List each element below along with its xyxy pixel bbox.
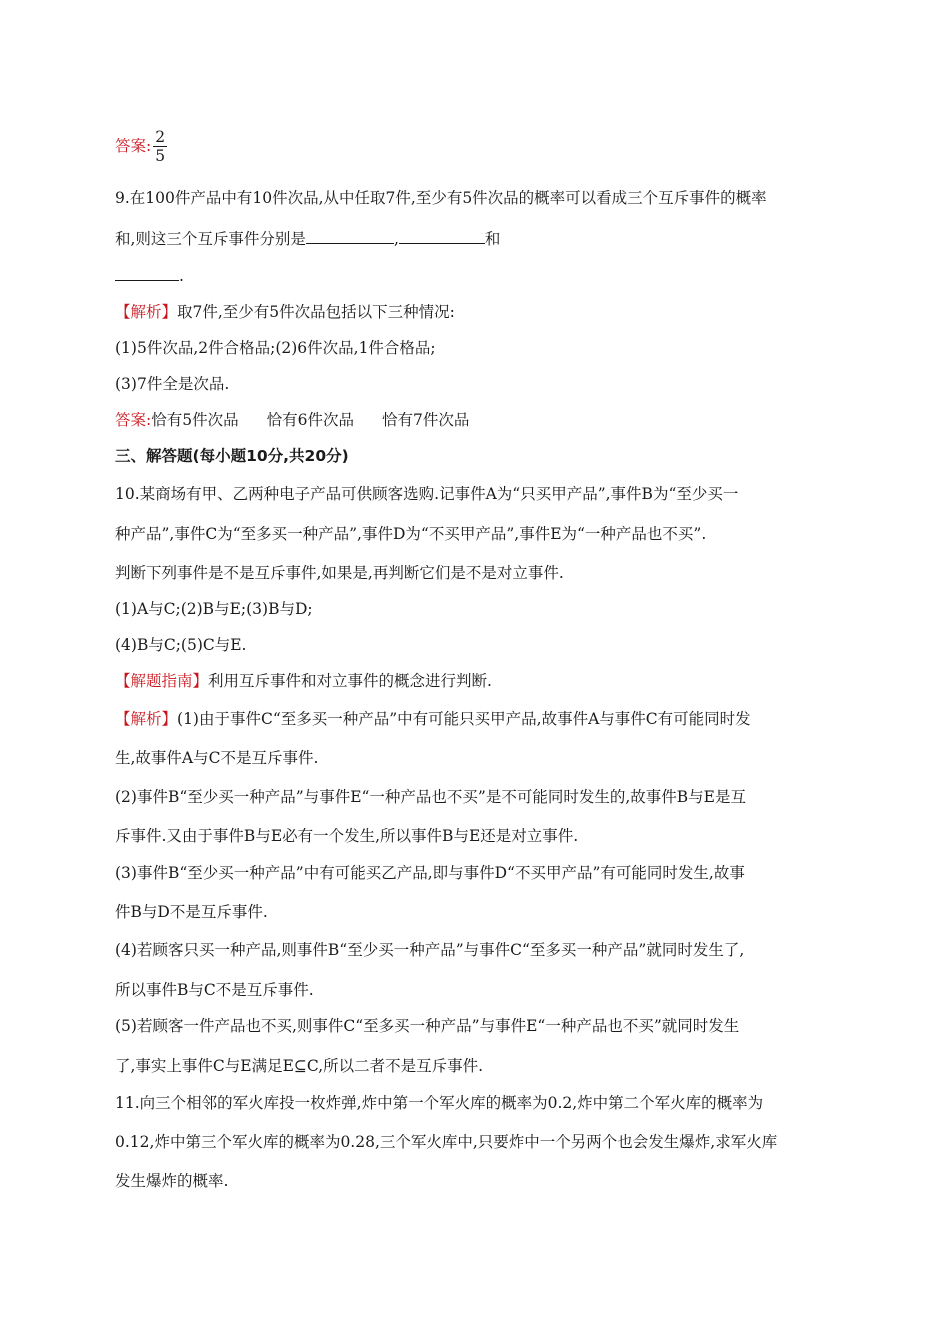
answer-9: [115, 410, 469, 430]
answer-blank-2[interactable]: [399, 229, 485, 244]
jiexi-tag: 【解析】: [115, 710, 178, 728]
question-11-line-2: 0.12,炸中第三个军火库的概率为0.28,三个军火库中,只要炸中一个另两个也会发生爆炸,求军火库: [115, 1133, 778, 1151]
question-9-line-1: 9.在100件产品中有10件次品,从中任取7件,至少有5件次品的概率可以看成三个互斥事件的概率: [115, 189, 767, 207]
jiexi-10-p4-line-2: 所以事件B与C不是互斥事件.: [115, 981, 314, 999]
fraction-numerator: 2: [155, 128, 166, 146]
question-9-line-3: [115, 266, 184, 286]
question-10-line-1: 10.某商场有甲、乙两种电子产品可供顾客选购.记事件A为“只买甲产品”,事件B为“至少买一: [115, 485, 739, 503]
jiexi-10-p5-line-1: (5)若顾客一件产品也不买,则事件C“至多买一种产品”与事件E“一种产品也不买”就同时发生: [115, 1017, 740, 1035]
question-9-and: 和: [484, 230, 501, 248]
jiexi-9-line-2: (1)5件次品,2件合格品;(2)6件次品,1件合格品;: [115, 339, 436, 357]
question-10-line-5: (4)B与C;(5)C与E.: [115, 636, 247, 654]
jiexi-10-p3-line-2: 件B与D不是互斥事件.: [115, 903, 268, 921]
answer-item-2: 恰有6件次品: [266, 411, 354, 429]
question-11-line-1: 11.向三个相邻的军火库投一枚炸弹,炸中第一个军火库的概率为0.2,炸中第二个军火库的概率为: [115, 1094, 764, 1112]
question-10-line-4: (1)A与C;(2)B与E;(3)B与D;: [115, 600, 313, 618]
question-10-line-3: 判断下列事件是不是互斥事件,如果是,再判断它们是不是对立事件.: [115, 564, 564, 582]
jiexi-10-p4-line-1: (4)若顾客只买一种产品,则事件B“至少买一种产品”与事件C“至多买一种产品”就同时发生了,: [115, 941, 745, 959]
jiexi-10-p2-line-1: (2)事件B“至少买一种产品”与事件E“一种产品也不买”是不可能同时发生的,故事件B与E是互: [115, 788, 746, 806]
jiexi-10-p1-line-1: [115, 709, 751, 729]
answer-blank-1[interactable]: [306, 229, 394, 244]
answer-blank-3[interactable]: [115, 266, 179, 281]
question-9-text: 和,则这三个互斥事件分别是: [115, 230, 306, 248]
jiexi-9-text: 取7件,至少有5件次品包括以下三种情况:: [177, 303, 455, 321]
jiexi-10-text: (1)由于事件C“至多买一种产品”中有可能只买甲产品,故事件A与事件C有可能同时发: [177, 710, 751, 728]
question-10-line-2: 种产品”,事件C为“至多买一种产品”,事件D为“不买甲产品”,事件E为“一种产品也不买”.: [115, 525, 707, 543]
answer-label: 答案:: [115, 136, 152, 155]
answer-item-1: 恰有5件次品: [151, 411, 239, 429]
answer-8: [115, 128, 167, 165]
answer-fraction: [153, 128, 167, 165]
jiexi-10-p3-line-1: (3)事件B“至少买一种产品”中有可能买乙产品,即与事件D“不买甲产品”有可能同时发生,故事: [115, 864, 745, 882]
jiexi-9-line-3: (3)7件全是次品.: [115, 375, 230, 393]
jiexi-10-p5-line-2: 了,事实上事件C与E满足E⊆C,所以二者不是互斥事件.: [115, 1057, 484, 1075]
guide-tag: 【解题指南】: [115, 672, 209, 690]
period: .: [179, 267, 184, 285]
answer-item-3: 恰有7件次品: [381, 411, 470, 429]
jiexi-10-p2-line-2: 斥事件.又由于事件B与E必有一个发生,所以事件B与E还是对立事件.: [115, 827, 579, 845]
guide-10: [115, 671, 492, 691]
jiexi-tag: 【解析】: [115, 303, 178, 321]
section-heading: 三、解答题(每小题10分,共20分): [115, 447, 349, 465]
question-11-line-3: 发生爆炸的概率.: [115, 1172, 229, 1190]
answer-label: 答案:: [115, 411, 152, 429]
question-9-line-2: [115, 229, 500, 249]
comma: ,: [393, 230, 399, 248]
fraction-denominator: 5: [155, 147, 166, 165]
guide-text: 利用互斥事件和对立事件的概念进行判断.: [208, 672, 492, 690]
jiexi-9-line-1: [115, 302, 455, 322]
jiexi-10-p1-line-2: 生,故事件A与C不是互斥事件.: [115, 749, 319, 767]
